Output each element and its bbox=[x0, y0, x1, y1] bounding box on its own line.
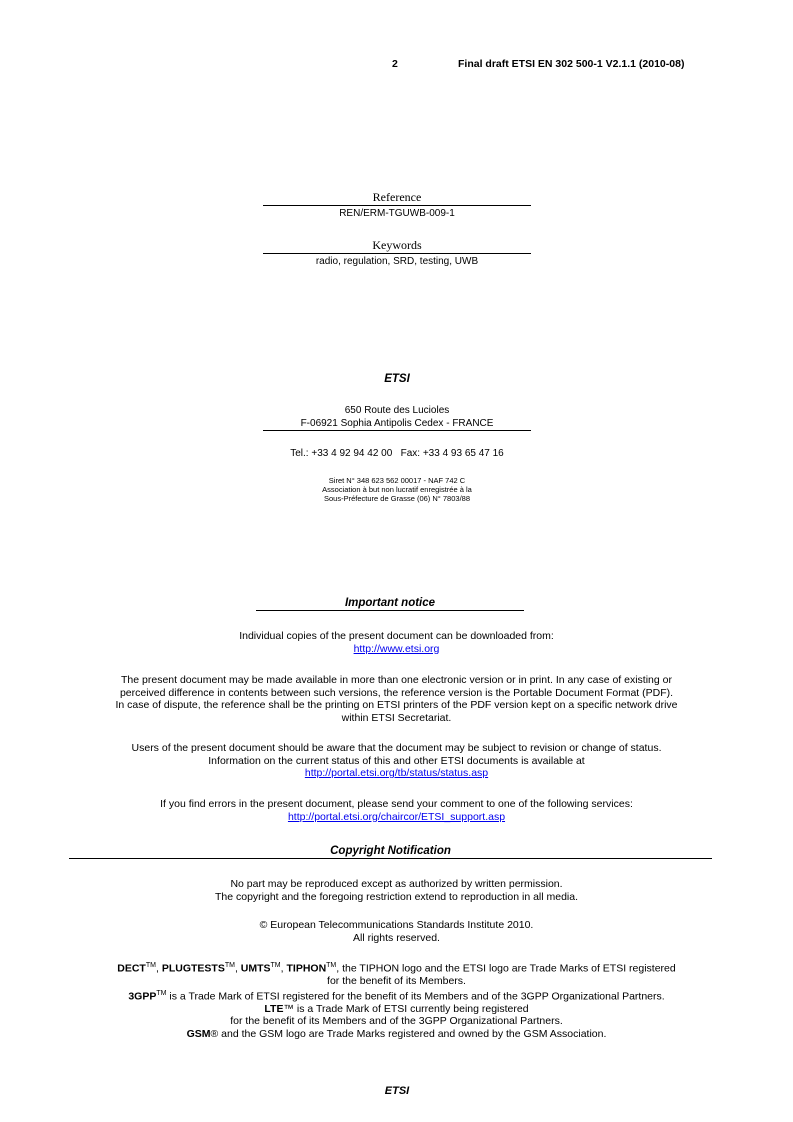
reference-value: REN/ERM-TGUWB-009-1 bbox=[339, 208, 455, 219]
tm-mark: TM bbox=[145, 962, 156, 969]
reference-label: Reference bbox=[263, 190, 531, 206]
notice-versions-paragraph bbox=[60, 674, 733, 724]
tm-mark: TM bbox=[224, 962, 235, 969]
copyright-line1: No part may be reproduced except as authorized by written permission. bbox=[230, 878, 563, 890]
etsi-website-link[interactable]: http://www.etsi.org bbox=[353, 642, 440, 655]
footer-etsi: ETSI bbox=[384, 1085, 410, 1097]
rights-reserved: All rights reserved. bbox=[353, 931, 440, 944]
notice-status-line2: Information on the current status of this and other ETSI documents is available at bbox=[208, 754, 585, 767]
notice-errors-text: If you find errors in the present document, please send your comment to one of the following services: bbox=[160, 798, 633, 810]
tm-mark: TM bbox=[326, 962, 337, 969]
tm-line1-rest: , the TIPHON logo and the ETSI logo are Trade Marks of ETSI registered bbox=[336, 962, 676, 975]
address-line1: 650 Route des Lucioles bbox=[344, 405, 450, 416]
trademarks-paragraph bbox=[60, 960, 733, 1040]
trademarks-line1: DECT™, PLUGTESTS™, UMTS™, TIPHON™, the TIPHON logo and the ETSI logo are Trade Marks of ETSI registered bbox=[117, 962, 676, 975]
tm-3gpp-rest: is a Trade Mark of ETSI registered for the benefit of its Members and of the 3GPP Organizational Partners. bbox=[166, 990, 665, 1002]
tm-lte: LTE bbox=[264, 1002, 284, 1015]
trademarks-gsm-line bbox=[60, 1028, 733, 1041]
copyright-holder-paragraph bbox=[60, 919, 733, 944]
tm-lte-rest: ™ is a Trade Mark of ETSI currently being registered bbox=[283, 1002, 529, 1015]
trademarks-lte-line bbox=[60, 1003, 733, 1016]
notice-versions-line4: within ETSI Secretariat. bbox=[341, 711, 452, 724]
siret-number: Siret N° 348 623 562 00017 - NAF 742 C bbox=[328, 476, 466, 485]
page-number: 2 bbox=[392, 58, 398, 70]
tm-plugtests: PLUGTESTS bbox=[161, 962, 225, 975]
association-line1: Association à but non lucratif enregistrée à la bbox=[322, 485, 472, 494]
trademarks-3gpp-line bbox=[60, 988, 733, 1003]
trademarks-lte-line2: for the benefit of its Members and of the 3GPP Organizational Partners. bbox=[230, 1015, 563, 1027]
phone-fax: Tel.: +33 4 92 94 42 00 Fax: +33 4 93 65 47 16 bbox=[290, 448, 504, 459]
trademarks-line2: for the benefit of its Members. bbox=[327, 975, 466, 987]
tm-umts: UMTS bbox=[240, 962, 271, 975]
copyright-heading: Copyright Notification bbox=[69, 845, 712, 859]
copyright-paragraph bbox=[60, 878, 733, 903]
keywords-label: Keywords bbox=[263, 238, 531, 254]
tm-gsm-rest: ® and the GSM logo are Trade Marks registered and owned by the GSM Association. bbox=[210, 1027, 607, 1040]
notice-status-line1: Users of the present document should be aware that the document may be subject to revision or change of status. bbox=[131, 742, 662, 754]
copyright-holder: © European Telecommunications Standards Institute 2010. bbox=[259, 919, 534, 931]
tm-dect: DECT bbox=[117, 962, 146, 975]
keywords-value: radio, regulation, SRD, testing, UWB bbox=[315, 256, 479, 267]
tm-mark: TM bbox=[156, 989, 167, 997]
tm-tiphon: TIPHON bbox=[286, 962, 327, 975]
tm-3gpp: 3GPP bbox=[128, 990, 157, 1002]
notice-errors-paragraph bbox=[60, 798, 733, 823]
support-link[interactable]: http://portal.etsi.org/chaircor/ETSI_support.asp bbox=[287, 810, 506, 823]
notice-status-paragraph bbox=[60, 742, 733, 780]
address-line2: F-06921 Sophia Antipolis Cedex - FRANCE bbox=[263, 418, 531, 431]
notice-download-text: Individual copies of the present document can be downloaded from: bbox=[239, 630, 554, 642]
document-title: Final draft ETSI EN 302 500-1 V2.1.1 (2010-08) bbox=[458, 58, 685, 70]
tm-gsm: GSM bbox=[186, 1027, 211, 1040]
important-notice-heading: Important notice bbox=[256, 597, 524, 611]
copyright-line2: The copyright and the foregoing restriction extend to reproduction in all media. bbox=[214, 890, 579, 903]
notice-versions-line1: The present document may be made available in more than one electronic version or in print. In any case of existing or bbox=[121, 674, 672, 686]
org-name: ETSI bbox=[384, 373, 410, 385]
association-line2: Sous-Préfecture de Grasse (06) N° 7803/88 bbox=[324, 494, 470, 503]
status-link[interactable]: http://portal.etsi.org/tb/status/status.asp bbox=[304, 767, 489, 779]
notice-download bbox=[60, 630, 733, 655]
notice-versions-line3: In case of dispute, the reference shall be the printing on ETSI printers of the PDF version kept on a specific network drive bbox=[115, 699, 678, 711]
tm-mark: TM bbox=[270, 962, 281, 969]
notice-versions-line2: perceived difference in contents between such versions, the reference version is the Portable Document Format (PDF). bbox=[119, 686, 674, 699]
